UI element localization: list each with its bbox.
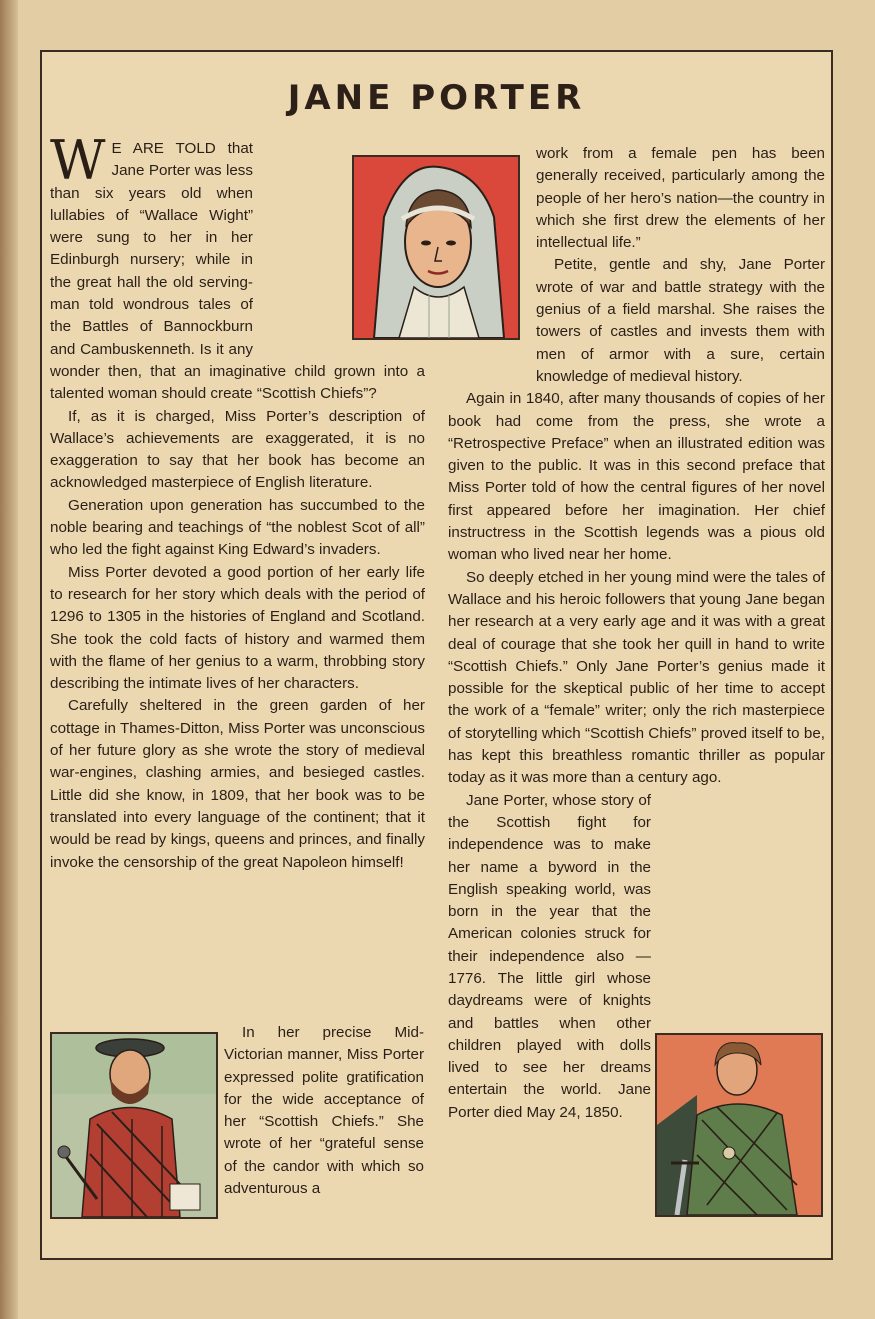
right-paragraph-4: So deeply etched in her young mind were the tales of Wallace and his heroic followers that young Jane began her research at a very early age and it was with a great deal of courage that she took her quill in hand to write “Scottish Chiefs.” Only Jane Porter’s genius made it possible for the skeptical public of her time to accept the work of a “female” writer; only the rich masterpiece of storytelling which “Scottish Chiefs” proved itself to be, has kept this breathless romantic thriller as popular today as it was more than a century ago. (448, 568, 825, 787)
paragraph-5: Carefully sheltered in the green garden of her cottage in Thames-Ditton, Miss Porter was unconscious of her future glory as she wrote the story of medieval war-engines, clashing armies, and besieged castles. Little did she know, in 1809, that her book was to be translated into every language of the continent; that it would be read by kings, queens and princes, and finally invoke the censorship of the great Napoleon himself! (50, 697, 425, 871)
paragraph-4: Miss Porter devoted a good portion of her early life to research for her story which deals with the period of 1296 to 1305 in the histories of England and Scotland. She took the cold facts of history and warmed them with the flame of her genius to a warm, throbbing story describing the intimate lives of her characters. (50, 563, 425, 693)
right-column (448, 143, 825, 1124)
scotsman-illustration (50, 1032, 218, 1219)
drop-cap: W (50, 129, 106, 192)
paragraph-6: In her precise Mid-Victorian manner, Miss Porter expressed polite gratification for the wide acceptance of her “Scottish Chiefs.” She wrote of her “grateful sense of the candor with which so adventurous a (224, 1024, 424, 1198)
image-float-spacer (253, 138, 425, 344)
paragraph-3: Generation upon generation has succumbed to the noble bearing and teachings of “the noblest Scot of all” who led the fight against King Edward’s invaders. (50, 496, 425, 559)
right-paragraph-1-text: work from a female pen has been generally received, particularly among the people of her hero’s nation—the country in which she first drew the elements of her intellectual life.” (536, 145, 825, 252)
article-title: JANE PORTER (287, 78, 586, 118)
book-spine-shadow (0, 0, 18, 1319)
paragraph-1 (50, 129, 425, 406)
paragraph-2: If, as it is charged, Miss Porter’s description of Wallace’s achievements are exaggerated, it is no exaggeration to say that her book has become an acknowledged masterpiece of English literature. (50, 407, 425, 492)
right-paragraph-5-text: Jane Porter, whose story of the Scottish fight for independence was to make her name a byword in the English speaking world, was born in the year that the American colonies struck for their independence also — 1776. The little girl whose daydreams were of knights and battles when other children played with dolls lived to see her dreams entertain the world. Jane Porter died May 24, 1850. (448, 791, 651, 1121)
paragraph-1-text: E ARE TOLD that Jane Porter was less than six years old when lullabies of “Wallace Wight” were sung to her in her Edinburgh nursery; while in the great hall the old serving-man told wondrous tales of the Battles of Bannockburn and Cambuskenneth. Is it any wonder then, that an imaginative child grown into a talented woman should create “Scottish Chiefs”? (50, 140, 425, 403)
image-float-spacer-knight (651, 910, 825, 1100)
right-paragraph-5 (448, 790, 825, 1124)
left-column (50, 129, 425, 874)
right-paragraph-3: Again in 1840, after many thousands of copies of her book had come from the press, she wrote a “Retrospective Preface” when an illustrated edition was given to the public. It was in this second preface that Miss Porter told of how the central figures of her novel first appeared before her imagination. Her chief instructress in the Scottish legends was a pious old woman who lived near her home. (448, 390, 825, 564)
left-column-continuation (224, 1022, 424, 1200)
image-float-spacer-right (448, 143, 536, 367)
right-paragraph-2: Petite, gentle and shy, Jane Porter wrote of war and battle strategy with the genius of a field marshal. She raises the towers of castles and invests them with men of armor with a sure, certain knowledge of medieval history. (536, 256, 825, 385)
right-paragraph-1 (448, 143, 825, 254)
